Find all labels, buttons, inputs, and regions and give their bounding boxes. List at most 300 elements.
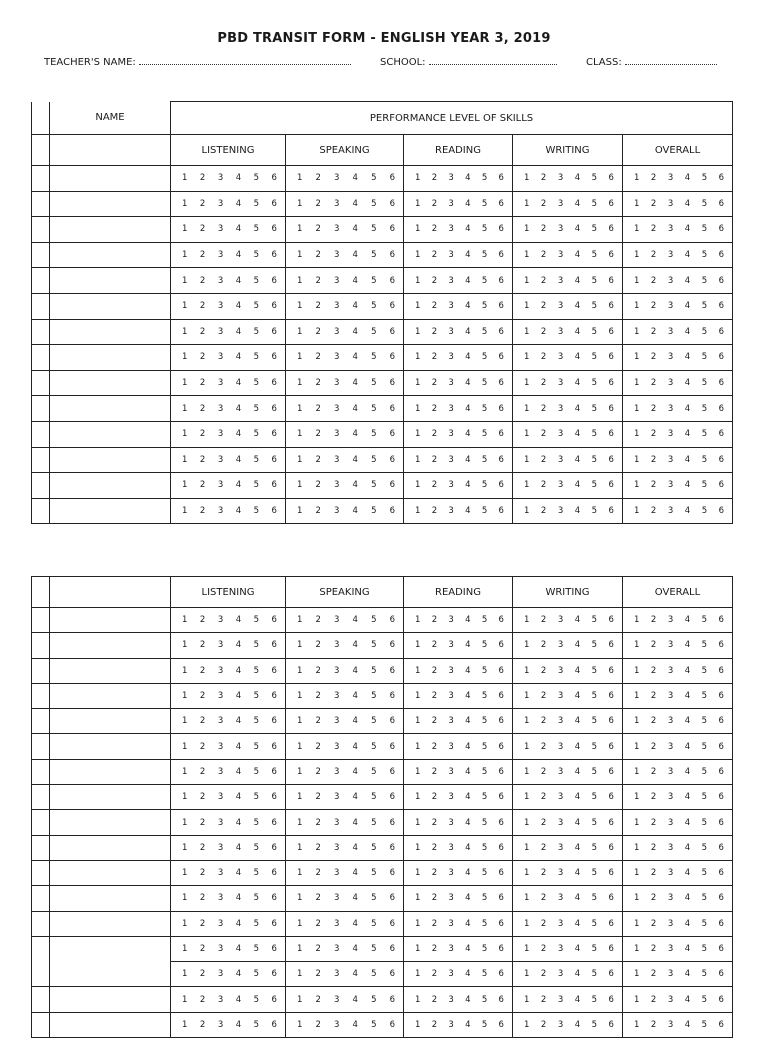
score-scale-cell[interactable] <box>404 1012 513 1037</box>
score-level-option[interactable]: 5 <box>591 665 598 676</box>
score-level-option[interactable]: 1 <box>524 842 530 853</box>
score-level-option[interactable]: 5 <box>481 741 488 752</box>
score-level-option[interactable]: 2 <box>199 480 206 491</box>
score-level-option[interactable]: 6 <box>498 792 504 803</box>
score-level-option[interactable]: 1 <box>415 615 421 626</box>
score-level-option[interactable]: 6 <box>718 454 725 465</box>
score-scale-cell[interactable] <box>623 759 733 784</box>
score-level-option[interactable]: 2 <box>540 868 547 879</box>
score-level-option[interactable]: 5 <box>481 326 488 337</box>
score-level-option[interactable]: 6 <box>271 944 277 954</box>
score-level-option[interactable]: 3 <box>217 893 224 904</box>
score-level-option[interactable]: 1 <box>415 198 421 209</box>
score-level-option[interactable]: 4 <box>352 766 358 777</box>
score-level-option[interactable]: 6 <box>608 326 614 337</box>
score-level-option[interactable]: 4 <box>235 817 242 828</box>
score-level-option[interactable]: 6 <box>718 640 724 651</box>
score-level-option[interactable]: 6 <box>498 640 504 651</box>
score-scale-cell[interactable] <box>623 683 733 708</box>
score-level-option[interactable]: 3 <box>334 326 340 337</box>
score-level-option[interactable]: 5 <box>701 506 708 517</box>
score-level-option[interactable]: 6 <box>389 994 395 1005</box>
score-level-option[interactable]: 4 <box>235 640 242 651</box>
score-level-option[interactable]: 6 <box>389 741 395 752</box>
score-level-option[interactable]: 2 <box>540 691 547 702</box>
score-level-option[interactable]: 2 <box>431 691 438 702</box>
score-level-option[interactable]: 1 <box>182 615 188 626</box>
score-level-option[interactable]: 5 <box>701 969 708 980</box>
score-level-option[interactable]: 2 <box>650 198 657 209</box>
score-level-option[interactable]: 1 <box>415 403 421 414</box>
score-level-option[interactable]: 4 <box>235 691 242 702</box>
score-level-option[interactable]: 6 <box>498 1019 504 1030</box>
score-level-option[interactable]: 5 <box>701 893 708 904</box>
score-level-option[interactable]: 4 <box>684 994 691 1005</box>
score-level-option[interactable]: 1 <box>524 1019 530 1030</box>
score-level-option[interactable]: 3 <box>448 665 454 676</box>
score-level-option[interactable]: 1 <box>415 429 421 440</box>
score-level-option[interactable]: 2 <box>199 766 206 777</box>
row-number-cell[interactable] <box>32 396 50 422</box>
score-level-option[interactable]: 6 <box>498 969 504 980</box>
score-level-option[interactable]: 1 <box>634 403 640 414</box>
score-level-option[interactable]: 3 <box>667 301 674 312</box>
score-level-option[interactable]: 5 <box>371 615 377 626</box>
score-level-option[interactable]: 6 <box>608 352 614 363</box>
score-level-option[interactable]: 3 <box>448 994 454 1005</box>
score-level-option[interactable]: 6 <box>608 766 614 777</box>
score-level-option[interactable]: 2 <box>650 842 657 853</box>
student-name-cell[interactable] <box>50 166 171 192</box>
score-level-option[interactable]: 1 <box>524 741 530 752</box>
score-level-option[interactable]: 4 <box>465 994 471 1005</box>
score-level-option[interactable]: 5 <box>253 326 260 337</box>
score-level-option[interactable]: 4 <box>465 352 471 363</box>
score-level-option[interactable]: 6 <box>608 691 614 702</box>
score-level-option[interactable]: 3 <box>334 868 340 879</box>
score-level-option[interactable]: 5 <box>481 792 488 803</box>
score-level-option[interactable]: 6 <box>389 480 395 491</box>
row-number-cell[interactable] <box>32 658 50 683</box>
score-level-option[interactable]: 2 <box>199 893 206 904</box>
score-level-option[interactable]: 2 <box>431 378 438 389</box>
score-level-option[interactable]: 2 <box>315 817 321 828</box>
score-level-option[interactable]: 5 <box>481 429 488 440</box>
score-level-option[interactable]: 3 <box>557 893 564 904</box>
score-level-option[interactable]: 5 <box>481 198 488 209</box>
score-level-option[interactable]: 1 <box>297 615 303 626</box>
score-level-option[interactable]: 3 <box>217 301 224 312</box>
score-level-option[interactable]: 4 <box>352 506 358 517</box>
score-level-option[interactable]: 1 <box>415 868 421 879</box>
score-level-option[interactable]: 2 <box>431 480 438 491</box>
score-level-option[interactable]: 4 <box>684 403 691 414</box>
score-scale-cell[interactable] <box>623 608 733 633</box>
score-level-option[interactable]: 4 <box>352 640 358 651</box>
score-level-option[interactable]: 3 <box>557 1019 564 1030</box>
score-level-option[interactable]: 4 <box>465 615 471 626</box>
score-level-option[interactable]: 5 <box>371 994 377 1005</box>
row-number-cell[interactable] <box>32 166 50 192</box>
score-level-option[interactable]: 2 <box>315 275 321 286</box>
score-level-option[interactable]: 4 <box>352 944 358 954</box>
score-level-option[interactable]: 1 <box>297 198 303 209</box>
score-level-option[interactable]: 3 <box>334 792 340 803</box>
score-level-option[interactable]: 1 <box>634 842 640 853</box>
score-level-option[interactable]: 1 <box>524 792 530 803</box>
score-level-option[interactable]: 3 <box>667 691 674 702</box>
student-name-cell[interactable] <box>50 319 171 345</box>
score-level-option[interactable]: 3 <box>667 766 674 777</box>
score-level-option[interactable]: 1 <box>634 640 640 651</box>
score-scale-cell[interactable] <box>171 886 286 911</box>
score-level-option[interactable]: 3 <box>667 429 674 440</box>
score-level-option[interactable]: 3 <box>448 893 454 904</box>
score-level-option[interactable]: 5 <box>701 868 708 879</box>
score-level-option[interactable]: 1 <box>182 691 188 702</box>
score-level-option[interactable]: 6 <box>608 429 614 440</box>
student-name-cell[interactable] <box>50 962 171 987</box>
score-level-option[interactable]: 6 <box>718 969 724 980</box>
score-level-option[interactable]: 2 <box>540 429 547 440</box>
score-level-option[interactable]: 4 <box>574 842 581 853</box>
student-name-cell[interactable] <box>50 835 171 860</box>
score-level-option[interactable]: 2 <box>650 224 657 235</box>
score-level-option[interactable]: 5 <box>253 969 260 980</box>
score-level-option[interactable]: 2 <box>315 691 321 702</box>
row-number-cell[interactable] <box>32 191 50 217</box>
score-level-option[interactable]: 3 <box>557 716 564 727</box>
score-level-option[interactable]: 2 <box>540 792 547 803</box>
score-scale-cell[interactable] <box>286 498 404 524</box>
score-level-option[interactable]: 5 <box>701 1019 708 1030</box>
score-level-option[interactable]: 4 <box>465 301 471 312</box>
score-scale-cell[interactable] <box>513 370 623 396</box>
score-scale-cell[interactable] <box>623 936 733 961</box>
score-level-option[interactable]: 4 <box>465 224 471 235</box>
score-level-option[interactable]: 1 <box>297 506 303 517</box>
score-level-option[interactable]: 1 <box>182 766 188 777</box>
score-scale-cell[interactable] <box>171 345 286 371</box>
score-level-option[interactable]: 3 <box>667 969 674 980</box>
score-level-option[interactable]: 2 <box>540 480 547 491</box>
score-level-option[interactable]: 4 <box>465 918 471 929</box>
score-level-option[interactable]: 6 <box>498 224 504 235</box>
score-level-option[interactable]: 5 <box>253 665 260 676</box>
score-level-option[interactable]: 6 <box>271 716 277 727</box>
score-level-option[interactable]: 3 <box>217 817 224 828</box>
score-level-option[interactable]: 3 <box>667 994 674 1005</box>
score-level-option[interactable]: 1 <box>182 403 188 414</box>
row-number-cell[interactable] <box>32 734 50 759</box>
row-number-cell[interactable] <box>32 268 50 294</box>
score-level-option[interactable]: 4 <box>352 1019 358 1030</box>
score-level-option[interactable]: 5 <box>371 480 377 491</box>
school-field[interactable] <box>380 57 557 68</box>
score-level-option[interactable]: 2 <box>199 817 206 828</box>
score-level-option[interactable]: 3 <box>667 352 674 363</box>
score-scale-cell[interactable] <box>404 860 513 885</box>
score-scale-cell[interactable] <box>513 835 623 860</box>
score-level-option[interactable]: 3 <box>448 301 454 312</box>
score-level-option[interactable]: 3 <box>448 969 454 980</box>
score-level-option[interactable]: 3 <box>334 640 340 651</box>
score-level-option[interactable]: 1 <box>182 506 188 517</box>
score-level-option[interactable]: 2 <box>650 893 657 904</box>
score-level-option[interactable]: 6 <box>389 429 395 440</box>
score-level-option[interactable]: 2 <box>315 403 321 414</box>
score-level-option[interactable]: 4 <box>684 817 691 828</box>
score-level-option[interactable]: 6 <box>389 969 395 980</box>
score-level-option[interactable]: 4 <box>352 716 358 727</box>
score-level-option[interactable]: 2 <box>199 716 206 727</box>
score-level-option[interactable]: 2 <box>199 403 206 414</box>
score-scale-cell[interactable] <box>404 421 513 447</box>
score-level-option[interactable]: 1 <box>524 326 530 337</box>
score-scale-cell[interactable] <box>623 293 733 319</box>
score-level-option[interactable]: 4 <box>465 741 471 752</box>
score-scale-cell[interactable] <box>404 217 513 243</box>
score-scale-cell[interactable] <box>286 217 404 243</box>
score-level-option[interactable]: 6 <box>608 944 614 954</box>
row-number-cell[interactable] <box>32 1012 50 1037</box>
score-level-option[interactable]: 6 <box>608 918 614 929</box>
score-level-option[interactable]: 6 <box>718 403 725 414</box>
score-level-option[interactable]: 4 <box>574 352 581 363</box>
student-name-cell[interactable] <box>50 217 171 243</box>
score-level-option[interactable]: 1 <box>524 352 530 363</box>
score-scale-cell[interactable] <box>286 785 404 810</box>
score-level-option[interactable]: 6 <box>271 480 277 491</box>
score-level-option[interactable]: 4 <box>352 893 358 904</box>
score-scale-cell[interactable] <box>404 785 513 810</box>
score-level-option[interactable]: 5 <box>701 615 708 626</box>
score-level-option[interactable]: 4 <box>684 918 691 929</box>
score-level-option[interactable]: 1 <box>524 817 530 828</box>
score-scale-cell[interactable] <box>623 911 733 936</box>
score-level-option[interactable]: 1 <box>524 665 530 676</box>
score-scale-cell[interactable] <box>623 962 733 987</box>
score-level-option[interactable]: 5 <box>371 173 377 184</box>
score-level-option[interactable]: 2 <box>315 994 321 1005</box>
score-level-option[interactable]: 6 <box>271 250 277 261</box>
score-scale-cell[interactable] <box>513 658 623 683</box>
score-level-option[interactable]: 2 <box>431 250 438 261</box>
score-scale-cell[interactable] <box>513 911 623 936</box>
student-name-cell[interactable] <box>50 658 171 683</box>
score-level-option[interactable]: 2 <box>431 275 438 286</box>
score-level-option[interactable]: 2 <box>540 766 547 777</box>
score-level-option[interactable]: 2 <box>650 691 657 702</box>
score-level-option[interactable]: 4 <box>465 969 471 980</box>
score-level-option[interactable]: 6 <box>389 250 395 261</box>
score-level-option[interactable]: 5 <box>701 691 708 702</box>
score-level-option[interactable]: 3 <box>448 741 454 752</box>
score-scale-cell[interactable] <box>513 608 623 633</box>
score-level-option[interactable]: 6 <box>271 506 277 517</box>
score-level-option[interactable]: 1 <box>524 224 530 235</box>
score-level-option[interactable]: 3 <box>557 994 564 1005</box>
score-level-option[interactable]: 5 <box>701 817 708 828</box>
score-level-option[interactable]: 1 <box>182 224 188 235</box>
score-scale-cell[interactable] <box>623 886 733 911</box>
score-level-option[interactable]: 2 <box>431 994 438 1005</box>
score-level-option[interactable]: 2 <box>540 326 547 337</box>
score-level-option[interactable]: 4 <box>684 691 691 702</box>
score-level-option[interactable]: 2 <box>650 429 657 440</box>
score-level-option[interactable]: 2 <box>431 1019 438 1030</box>
score-level-option[interactable]: 2 <box>650 918 657 929</box>
score-level-option[interactable]: 4 <box>684 615 691 626</box>
score-level-option[interactable]: 5 <box>701 198 708 209</box>
score-scale-cell[interactable] <box>623 242 733 268</box>
score-level-option[interactable]: 3 <box>334 716 340 727</box>
score-level-option[interactable]: 2 <box>431 842 438 853</box>
score-scale-cell[interactable] <box>404 319 513 345</box>
score-level-option[interactable]: 2 <box>540 173 547 184</box>
score-level-option[interactable]: 2 <box>315 716 321 727</box>
score-level-option[interactable]: 3 <box>217 868 224 879</box>
score-level-option[interactable]: 2 <box>650 403 657 414</box>
score-level-option[interactable]: 5 <box>481 918 488 929</box>
score-level-option[interactable]: 4 <box>352 741 358 752</box>
row-number-cell[interactable] <box>32 498 50 524</box>
score-level-option[interactable]: 5 <box>253 506 260 517</box>
score-level-option[interactable]: 5 <box>371 429 377 440</box>
score-scale-cell[interactable] <box>404 683 513 708</box>
score-level-option[interactable]: 3 <box>448 480 454 491</box>
score-level-option[interactable]: 5 <box>591 716 598 727</box>
score-level-option[interactable]: 3 <box>448 173 454 184</box>
score-level-option[interactable]: 3 <box>557 842 564 853</box>
score-level-option[interactable]: 5 <box>253 640 260 651</box>
score-level-option[interactable]: 2 <box>315 918 321 929</box>
score-scale-cell[interactable] <box>513 166 623 192</box>
score-level-option[interactable]: 6 <box>608 969 614 980</box>
student-name-cell[interactable] <box>50 268 171 294</box>
score-level-option[interactable]: 4 <box>465 326 471 337</box>
score-level-option[interactable]: 6 <box>498 691 504 702</box>
score-level-option[interactable]: 3 <box>448 842 454 853</box>
score-scale-cell[interactable] <box>404 268 513 294</box>
score-scale-cell[interactable] <box>171 191 286 217</box>
score-level-option[interactable]: 5 <box>591 301 598 312</box>
score-level-option[interactable]: 2 <box>650 792 657 803</box>
score-level-option[interactable]: 5 <box>701 741 708 752</box>
score-level-option[interactable]: 2 <box>199 944 206 954</box>
score-level-option[interactable]: 3 <box>557 944 564 954</box>
score-scale-cell[interactable] <box>513 683 623 708</box>
score-level-option[interactable]: 2 <box>431 403 438 414</box>
score-level-option[interactable]: 3 <box>217 352 224 363</box>
score-scale-cell[interactable] <box>286 345 404 371</box>
score-level-option[interactable]: 4 <box>465 944 471 954</box>
score-scale-cell[interactable] <box>513 633 623 658</box>
score-level-option[interactable]: 6 <box>389 691 395 702</box>
score-level-option[interactable]: 3 <box>217 691 224 702</box>
score-level-option[interactable]: 4 <box>235 275 242 286</box>
score-level-option[interactable]: 1 <box>634 352 640 363</box>
score-level-option[interactable]: 3 <box>557 918 564 929</box>
score-scale-cell[interactable] <box>513 498 623 524</box>
score-level-option[interactable]: 5 <box>591 378 598 389</box>
score-level-option[interactable]: 4 <box>465 378 471 389</box>
score-level-option[interactable]: 4 <box>465 429 471 440</box>
score-level-option[interactable]: 3 <box>557 454 564 465</box>
score-level-option[interactable]: 3 <box>217 378 224 389</box>
score-level-option[interactable]: 1 <box>634 741 640 752</box>
score-level-option[interactable]: 2 <box>650 994 657 1005</box>
student-name-cell[interactable] <box>50 421 171 447</box>
score-level-option[interactable]: 2 <box>650 506 657 517</box>
score-level-option[interactable]: 6 <box>498 893 504 904</box>
score-level-option[interactable]: 6 <box>498 480 504 491</box>
score-level-option[interactable]: 3 <box>667 480 674 491</box>
score-level-option[interactable]: 5 <box>701 224 708 235</box>
score-level-option[interactable]: 5 <box>591 275 598 286</box>
score-level-option[interactable]: 1 <box>524 403 530 414</box>
score-level-option[interactable]: 4 <box>684 454 691 465</box>
score-level-option[interactable]: 3 <box>667 275 674 286</box>
score-level-option[interactable]: 5 <box>253 378 260 389</box>
score-level-option[interactable]: 3 <box>448 766 454 777</box>
score-level-option[interactable]: 5 <box>371 716 377 727</box>
score-level-option[interactable]: 4 <box>465 716 471 727</box>
score-level-option[interactable]: 4 <box>574 918 581 929</box>
score-level-option[interactable]: 1 <box>415 716 421 727</box>
score-level-option[interactable]: 6 <box>389 665 395 676</box>
score-level-option[interactable]: 6 <box>389 615 395 626</box>
score-level-option[interactable]: 2 <box>315 766 321 777</box>
score-level-option[interactable]: 3 <box>557 615 564 626</box>
score-level-option[interactable]: 3 <box>667 224 674 235</box>
score-level-option[interactable]: 6 <box>718 792 724 803</box>
score-level-option[interactable]: 6 <box>718 615 724 626</box>
score-level-option[interactable]: 1 <box>634 918 640 929</box>
score-level-option[interactable]: 6 <box>389 893 395 904</box>
score-level-option[interactable]: 6 <box>608 506 614 517</box>
score-level-option[interactable]: 4 <box>465 817 471 828</box>
score-scale-cell[interactable] <box>171 734 286 759</box>
score-level-option[interactable]: 4 <box>574 198 581 209</box>
score-level-option[interactable]: 5 <box>481 615 488 626</box>
score-level-option[interactable]: 1 <box>415 842 421 853</box>
score-level-option[interactable]: 1 <box>415 275 421 286</box>
score-level-option[interactable]: 5 <box>481 224 488 235</box>
score-level-option[interactable]: 2 <box>650 250 657 261</box>
score-level-option[interactable]: 4 <box>684 275 691 286</box>
score-level-option[interactable]: 6 <box>389 868 395 879</box>
score-scale-cell[interactable] <box>286 1012 404 1037</box>
score-level-option[interactable]: 4 <box>235 301 242 312</box>
score-level-option[interactable]: 6 <box>389 326 395 337</box>
score-level-option[interactable]: 6 <box>389 454 395 465</box>
score-level-option[interactable]: 6 <box>498 378 504 389</box>
score-level-option[interactable]: 3 <box>217 842 224 853</box>
student-name-cell[interactable] <box>50 911 171 936</box>
score-scale-cell[interactable] <box>623 319 733 345</box>
score-level-option[interactable]: 2 <box>199 275 206 286</box>
score-level-option[interactable]: 1 <box>182 301 188 312</box>
score-level-option[interactable]: 1 <box>524 640 530 651</box>
score-level-option[interactable]: 5 <box>591 918 598 929</box>
score-level-option[interactable]: 1 <box>524 506 530 517</box>
score-level-option[interactable]: 6 <box>608 173 614 184</box>
score-level-option[interactable]: 3 <box>448 615 454 626</box>
score-level-option[interactable]: 6 <box>608 716 614 727</box>
score-level-option[interactable]: 2 <box>650 868 657 879</box>
score-level-option[interactable]: 1 <box>415 893 421 904</box>
